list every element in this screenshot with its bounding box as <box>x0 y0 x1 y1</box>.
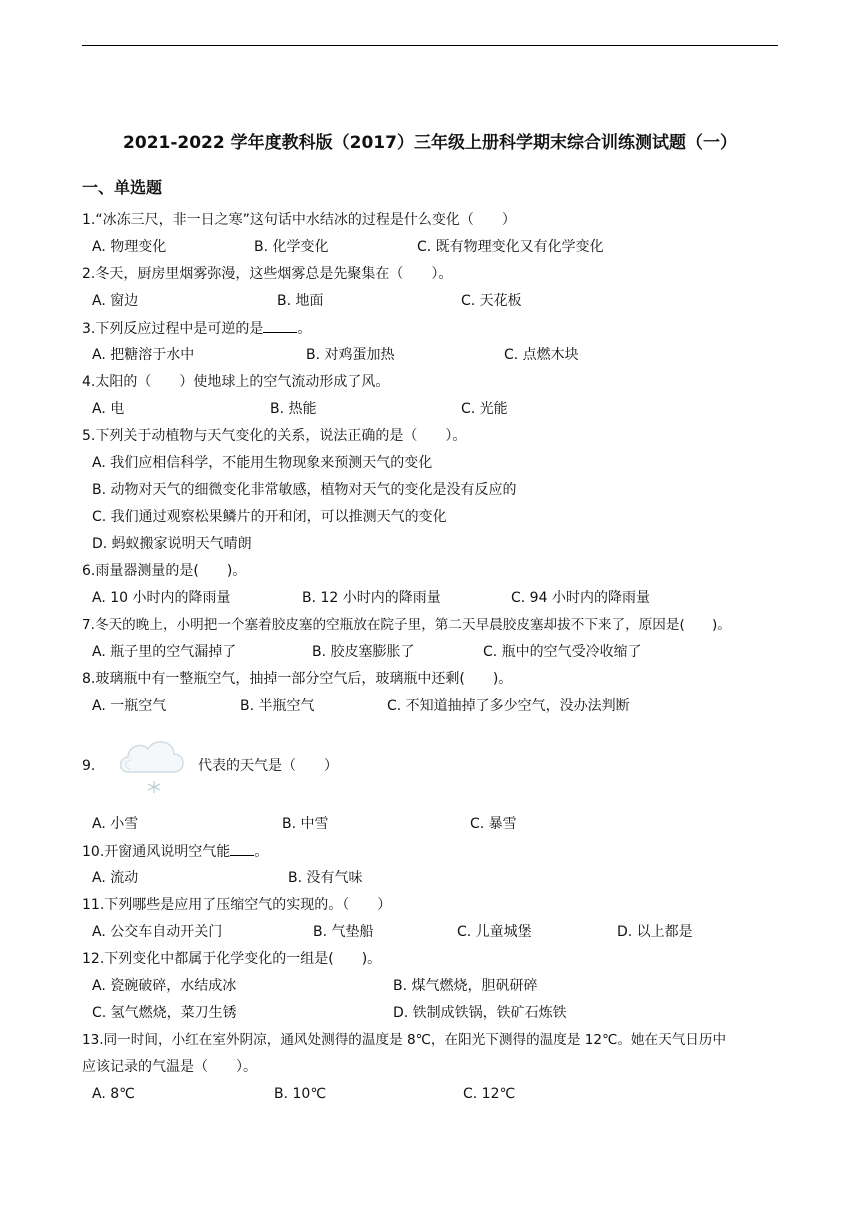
q2-option-c: C. 天花板 <box>461 293 522 309</box>
question-10-end: 。 <box>254 844 269 860</box>
question-3-text: 3.下列反应过程中是可逆的是 <box>82 321 264 337</box>
question-4: 4.太阳的（ ）使地球上的空气流动形成了风。 <box>82 374 390 390</box>
q7-option-b: B. 胶皮塞膨胀了 <box>312 644 415 660</box>
q7-option-c: C. 瓶中的空气受冷收缩了 <box>483 644 642 660</box>
q3-option-b: B. 对鸡蛋加热 <box>306 347 395 363</box>
question-10 <box>82 841 268 862</box>
q3-option-a: A. 把糖溶于水中 <box>92 347 195 363</box>
question-11: 11.下列哪些是应用了压缩空气的实现的。（ ） <box>82 897 392 913</box>
question-3 <box>82 318 311 339</box>
q4-option-c: C. 光能 <box>461 401 508 417</box>
section-heading: 一、单选题 <box>82 178 163 197</box>
q8-option-b: B. 半瓶空气 <box>240 698 315 714</box>
question-6: 6.雨量器测量的是( )。 <box>82 563 247 579</box>
q12-option-d: D. 铁制成铁锅，铁矿石炼铁 <box>393 1005 567 1021</box>
q5-option-d: D. 蚂蚁搬家说明天气晴朗 <box>92 536 252 552</box>
q13-option-a: A. 8℃ <box>92 1086 135 1102</box>
question-12: 12.下列变化中都属于化学变化的一组是( )。 <box>82 951 382 967</box>
q3-option-c: C. 点燃木块 <box>504 347 579 363</box>
q9-option-c: C. 暴雪 <box>470 816 517 832</box>
q6-option-b: B. 12 小时内的降雨量 <box>302 590 441 606</box>
q5-option-a: A. 我们应相信科学，不能用生物现象来预测天气的变化 <box>92 455 433 471</box>
question-7: 7.冬天的晚上，小明把一个塞着胶皮塞的空瓶放在院子里，第二天早晨胶皮塞却拔不下来了，原因是( )。 <box>82 617 731 633</box>
q1-option-a: A. 物理变化 <box>92 239 167 255</box>
light-snow-weather-icon <box>116 736 188 798</box>
q7-option-a: A. 瓶子里的空气漏掉了 <box>92 644 237 660</box>
q2-option-b: B. 地面 <box>277 293 324 309</box>
answer-blank <box>263 318 297 333</box>
q8-option-a: A. 一瓶空气 <box>92 698 167 714</box>
question-9-number: 9. <box>82 758 96 774</box>
question-13: 13.同一时间，小红在室外阴凉，通风处测得的温度是 8℃，在阳光下测得的温度是 12℃。她在天气日历中 <box>82 1032 727 1048</box>
q11-option-d: D. 以上都是 <box>617 924 693 940</box>
q4-option-a: A. 电 <box>92 401 125 417</box>
q9-option-b: B. 中雪 <box>282 816 329 832</box>
question-1: 1.“冰冻三尺，非一日之寒”这句话中水结冰的过程是什么变化（ ） <box>82 212 516 228</box>
q13-option-b: B. 10℃ <box>274 1086 327 1102</box>
question-10-text: 10.开窗通风说明空气能 <box>82 844 231 860</box>
q1-option-c: C. 既有物理变化又有化学变化 <box>417 239 604 255</box>
header-rule <box>82 45 778 46</box>
q11-option-c: C. 儿童城堡 <box>457 924 532 940</box>
q2-option-a: A. 窗边 <box>92 293 139 309</box>
q11-option-b: B. 气垫船 <box>313 924 374 940</box>
question-13-continued: 应该记录的气温是（ ）。 <box>82 1059 257 1075</box>
q5-option-b: B. 动物对天气的细微变化非常敏感，植物对天气的变化是没有反应的 <box>92 482 517 498</box>
q12-option-c: C. 氢气燃烧，菜刀生锈 <box>92 1005 237 1021</box>
q12-option-b: B. 煤气燃烧，胆矾研碎 <box>393 978 538 994</box>
question-5: 5.下列关于动植物与天气变化的关系，说法正确的是（ ）。 <box>82 428 467 444</box>
q8-option-c: C. 不知道抽掉了多少空气，没办法判断 <box>387 698 630 714</box>
q11-option-a: A. 公交车自动开关门 <box>92 924 223 940</box>
q1-option-b: B. 化学变化 <box>254 239 329 255</box>
answer-blank <box>230 841 254 856</box>
q4-option-b: B. 热能 <box>270 401 317 417</box>
page-title: 2021-2022 学年度教科版（2017）三年级上册科学期末综合训练测试题（一） <box>123 133 737 153</box>
q10-option-b: B. 没有气味 <box>288 870 363 886</box>
q13-option-c: C. 12℃ <box>463 1086 516 1102</box>
q6-option-c: C. 94 小时内的降雨量 <box>511 590 650 606</box>
q5-option-c: C. 我们通过观察松果鳞片的开和闭，可以推测天气的变化 <box>92 509 447 525</box>
question-9-text: 代表的天气是（ ） <box>198 758 338 774</box>
q10-option-a: A. 流动 <box>92 870 139 886</box>
question-2: 2.冬天，厨房里烟雾弥漫，这些烟雾总是先聚集在（ ）。 <box>82 266 453 282</box>
question-3-end: 。 <box>297 321 312 337</box>
question-8: 8.玻璃瓶中有一整瓶空气，抽掉一部分空气后，玻璃瓶中还剩( )。 <box>82 671 513 687</box>
q9-option-a: A. 小雪 <box>92 816 139 832</box>
q6-option-a: A. 10 小时内的降雨量 <box>92 590 231 606</box>
q12-option-a: A. 瓷碗破碎，水结成冰 <box>92 978 237 994</box>
